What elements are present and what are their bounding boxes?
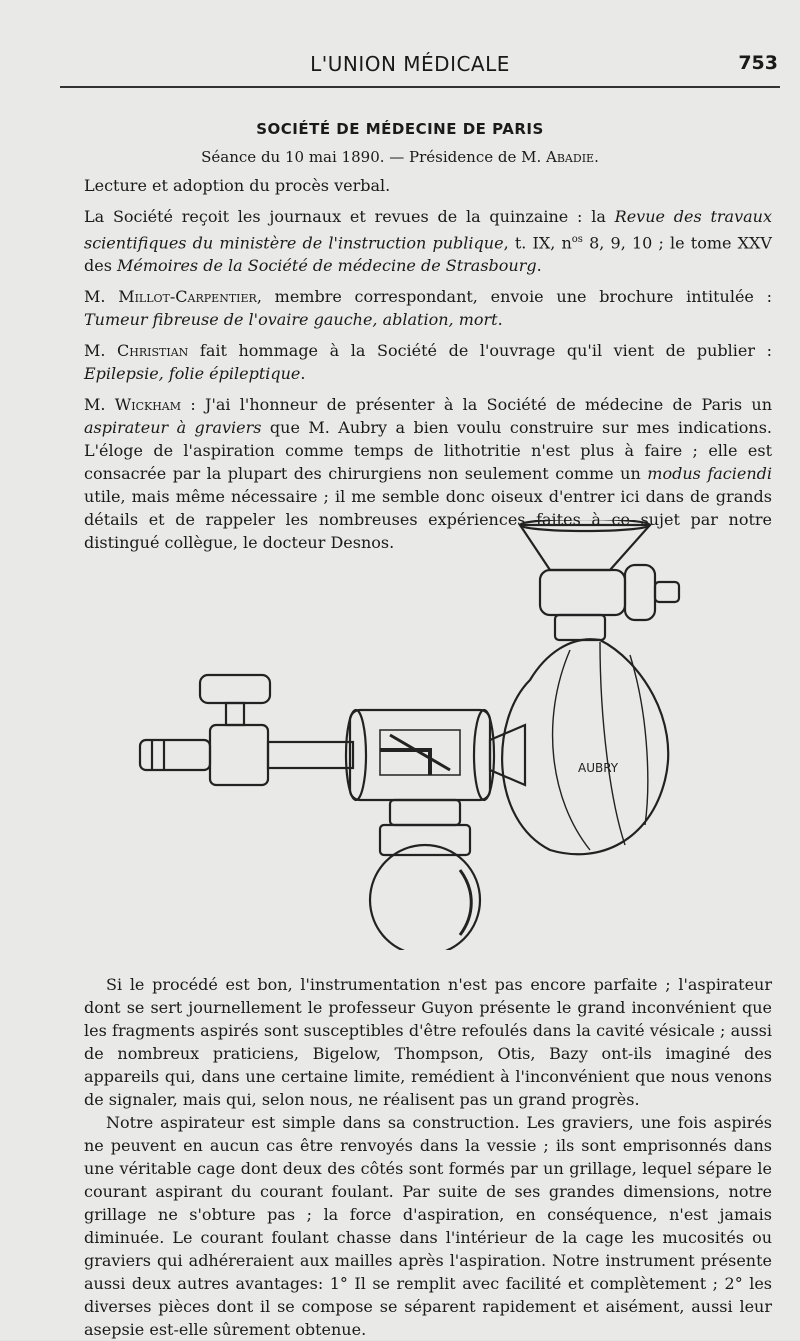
p3-text-c: . [497,310,503,330]
p2-italic-b: Revue des travaux scientifiques du ministère de l'instruction publique [84,207,772,253]
top-valve [540,570,625,615]
p3-text-a: , membre correspondant, envoie une brochure intitulée : [256,287,773,307]
p5-text-c: que M. Aubry a bien voulu construire sur mes indications. L'éloge de l'aspiration comme temps de lithotritie n'est plus à faire ; elle est consacrée par la plupart des chirurgiens non seulement comme un [84,418,772,484]
p2-text-c: , t. IX, n [503,233,572,253]
left-tap-handle [200,675,270,703]
paragraph-journals [84,205,772,277]
page-number: 753 [738,52,778,74]
header-rule [60,86,780,88]
p5-italic-d: modus faciendi [647,464,772,484]
left-valve [210,725,268,785]
top-valve-handle [625,565,655,620]
p5-italic-b: aspirateur à graviers [84,418,262,438]
receptacle-neck [390,800,460,825]
rubber-bulb [502,639,668,854]
running-header [40,48,780,88]
p2-italic-f: Mémoires de la Société de médecine de Strasbourg [117,256,537,276]
p4-text-a: fait hommage à la Société de l'ouvrage qu'il vient de publier : [188,341,772,361]
p5-text-a: : J'ai l'honneur de présenter à la Société de médecine de Paris un [181,395,773,415]
aspirator-illustration-icon [130,520,690,950]
paragraph-aspirator: Notre aspirateur est simple dans sa construction. Les graviers, une fois aspirés ne peuvent en aucun cas être renvoyés dans la vessie ; ils sont emprisonnés dans une véritable cage dont deux des côtés sont formés par un grillage, lequel sépare le courant aspirant du courant foulant. Par suite de ses grandes dimensions, notre grillage ne s'obture pas ; la force d'aspiration, en conséquence, n'est jamais diminuée. Le courant foulant chasse dans l'intérieur de la cage les mucosités ou graviers qui adhéreraient aux mailles après l'aspiration. Notre instrument présente aussi deux autres avantages: 1° Il se remplit avec facilité et complètement ; 2° les diverses pièces dont il se compose se séparent rapidement et aisément, aussi leur asepsie est-elle sûrement obtenue. [84,1113,772,1339]
filter-cage [350,710,490,800]
glass-receptacle [370,845,480,950]
section-heading: SOCIÉTÉ DE MÉDECINE DE PARIS [256,120,544,138]
upper-text [84,174,772,554]
session-prefix: Séance du 10 mai 1890. — Présidence de M. [201,148,547,166]
p2-text-a: La Société reçoit les journaux et revues de la quinzaine : la [84,207,615,226]
president-name: Abadie [546,148,595,166]
left-nozzle [140,740,210,770]
connector-pipe [268,742,353,768]
p5-name: M. Wickham [84,395,182,415]
p3-italic-b: Tumeur fibreuse de l'ovaire gauche, ablation, mort [84,310,498,330]
p4-italic-b: Epilepsie, folie épileptique [84,364,301,384]
paragraph-minutes: Lecture et adoption du procès verbal. [84,176,391,195]
p2-sup: os [571,234,583,245]
bulb-neck [555,615,605,640]
paragraph-procedure: Si le procédé est bon, l'instrumentation n'est pas encore parfaite ; l'aspirateur dont se sert journellement le professeur Guyon présente le grand inconvénient que les fragments aspirés sont susceptibles d'être refoulés dans la cavité vésicale ; aussi de nombreux praticiens, Bigelow, Thompson, Otis, Bazy ont-ils imaginé des appareils qui, dans une certaine limite, remédient à l'inconvénient que nous venons de signaler, mais qui, selon nous, ne réalisent pas un grand progrès. [84,975,772,1109]
paragraph-millot [84,285,772,331]
p5-text-e: utile, mais même nécessaire ; il me semble donc oiseux d'entrer ici dans de grands détails et de rappeler les nombreuses expériences faites à ce sujet par notre distingué collègue, le docteur Desnos. [84,487,772,553]
lower-text [84,973,772,1341]
p2-text-g: . [536,256,542,276]
p3-name: M. Millot-Carpentier [84,287,257,307]
p4-text-c: . [300,364,306,384]
journal-title: L'UNION MÉDICALE [310,52,510,76]
bulb-connector [490,725,525,785]
session-line [0,148,800,166]
p2-text-e: 8, 9, 10 ; le tome XXV des [84,233,772,276]
session-suffix: . [594,148,599,166]
maker-label: AUBRY [578,761,619,775]
paragraph-christian [84,339,772,385]
p4-name: M. Christian [84,341,189,361]
left-tap-neck [226,703,244,725]
